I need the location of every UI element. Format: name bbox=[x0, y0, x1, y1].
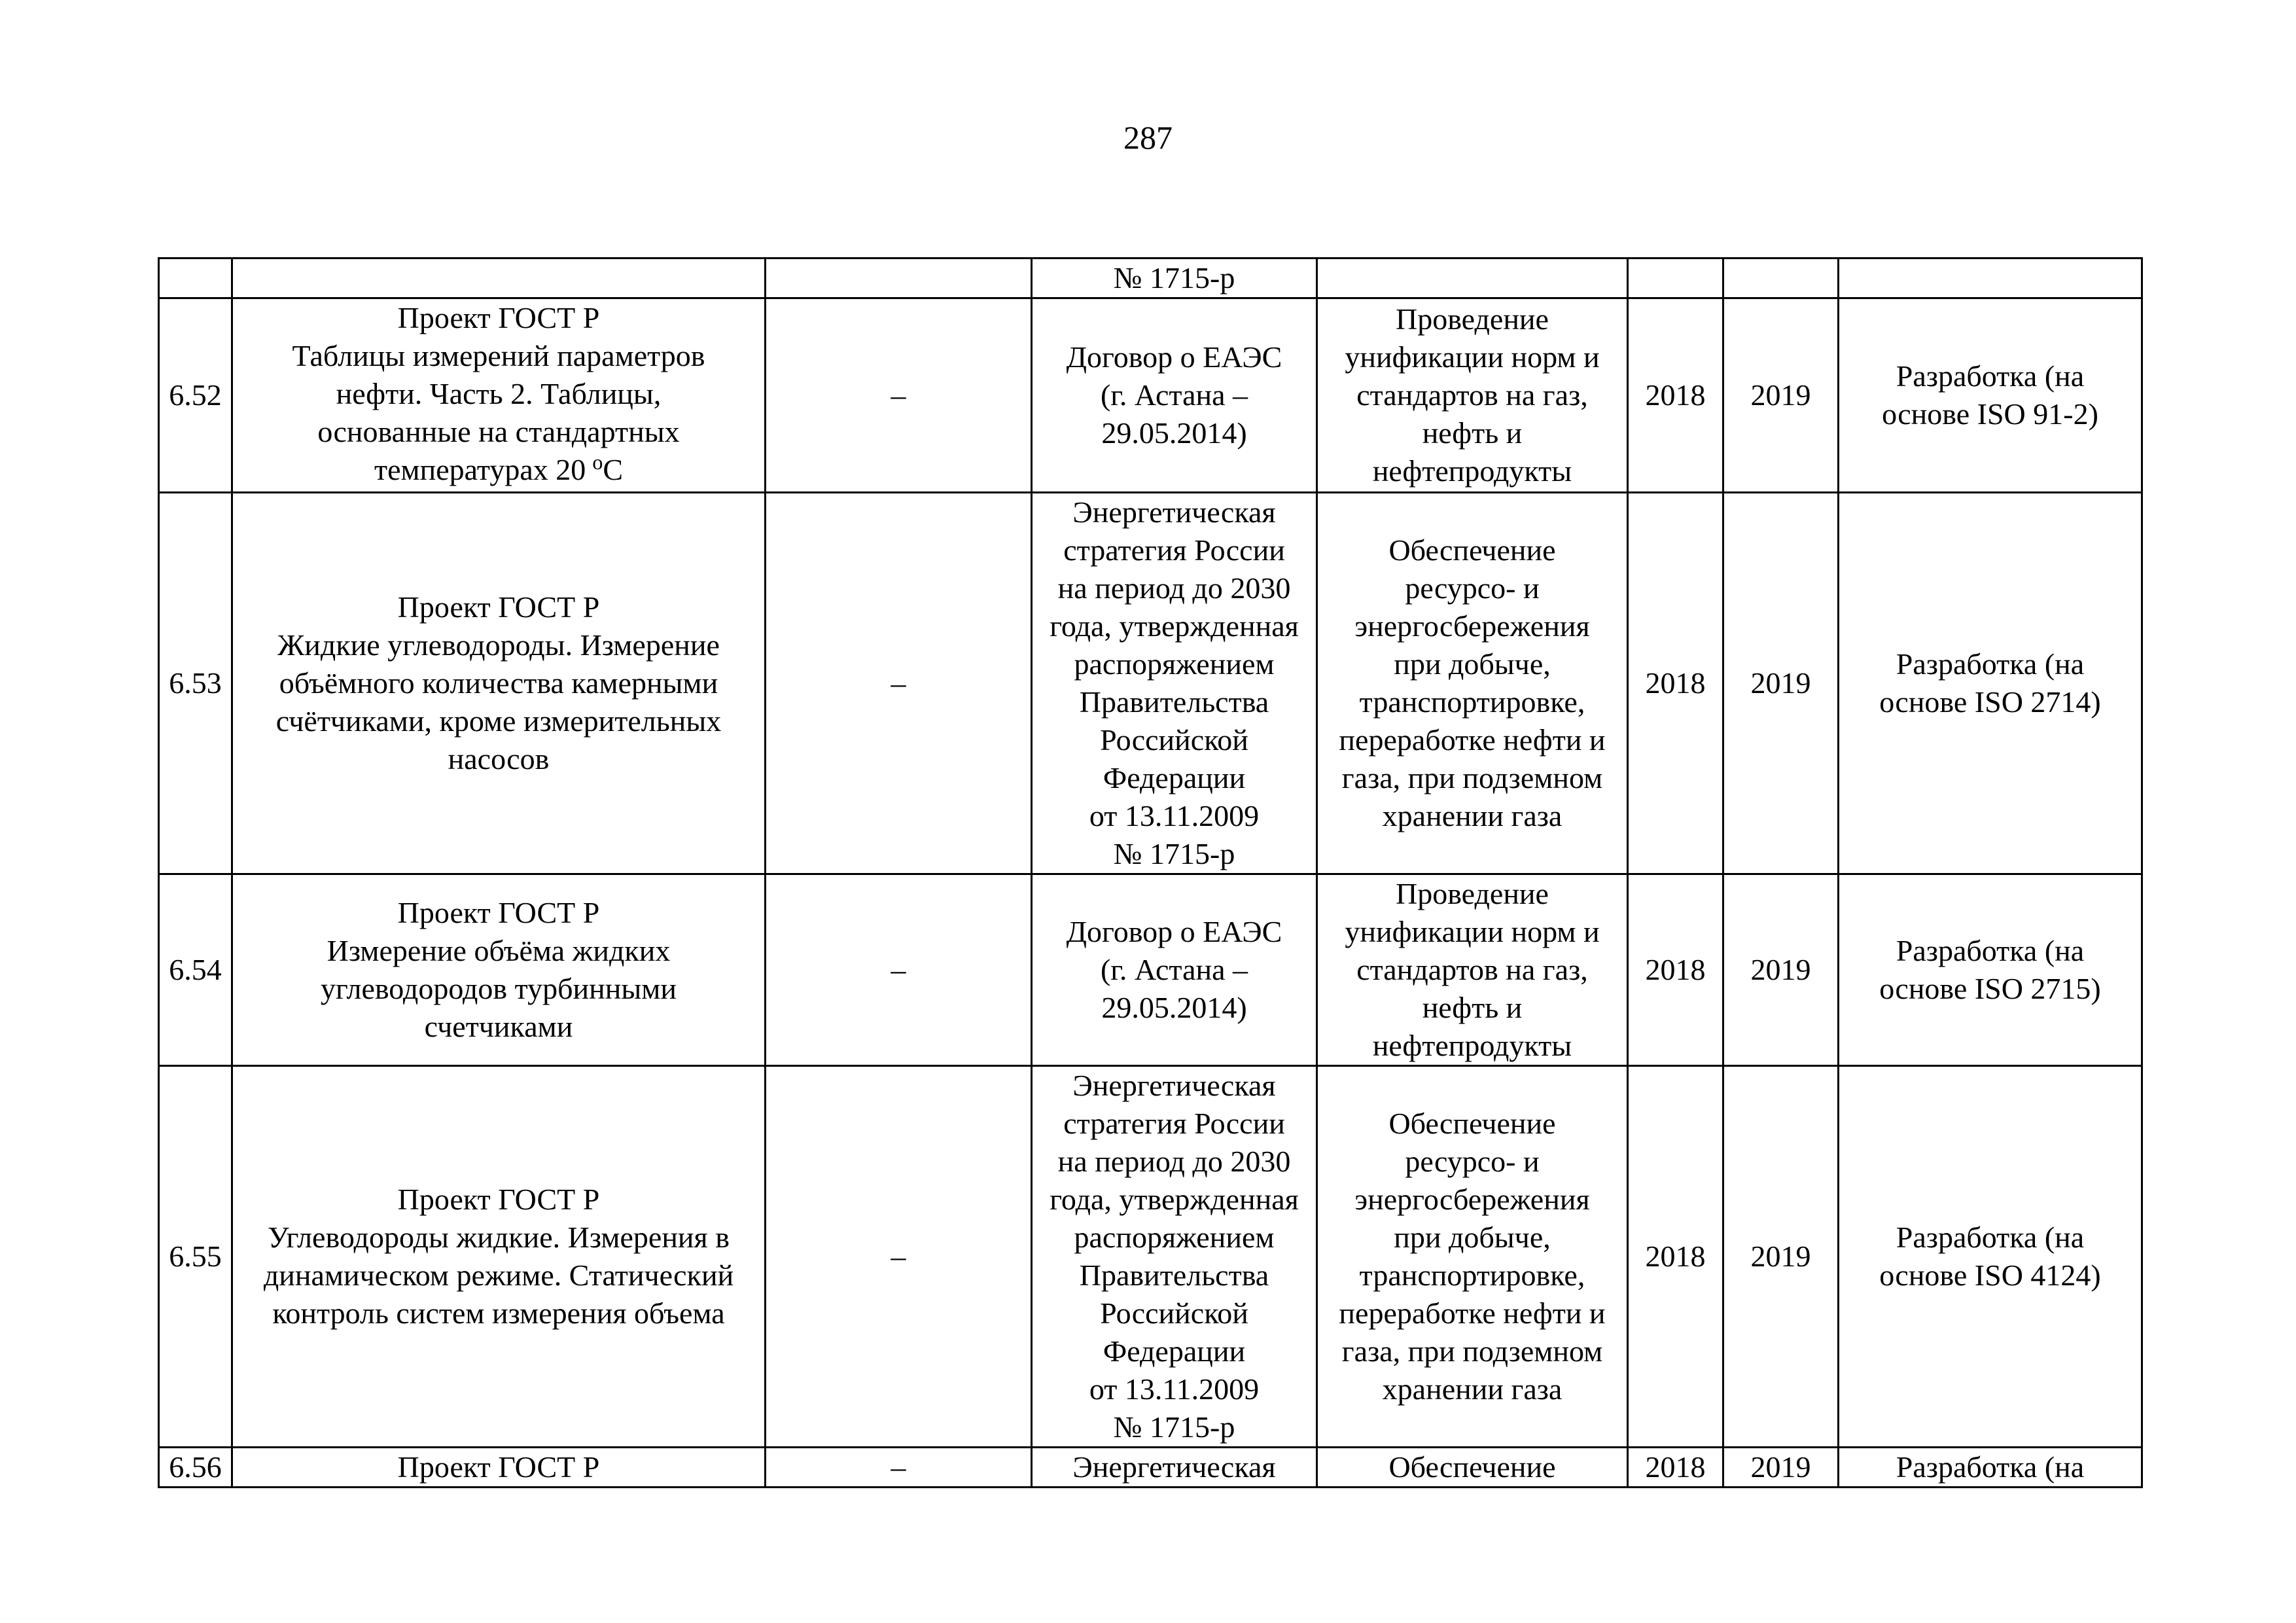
degree-sign: o bbox=[592, 450, 603, 474]
basis-line: года, утвержденная bbox=[1050, 1183, 1299, 1216]
goal-line: при добыче, bbox=[1394, 647, 1551, 681]
basis-line: Энергетическая bbox=[1072, 1069, 1276, 1102]
title-cell bbox=[232, 1066, 766, 1448]
goal-line: стандартов на газ, bbox=[1356, 953, 1588, 986]
note-line: Разработка (на bbox=[1896, 1450, 2085, 1484]
page-number: 287 bbox=[1123, 119, 1173, 156]
goal-cell bbox=[1317, 298, 1628, 493]
basis-line: Российской bbox=[1100, 723, 1248, 757]
goal-cell bbox=[1317, 874, 1628, 1066]
basis-line: распоряжением bbox=[1074, 1221, 1275, 1254]
title-cell bbox=[232, 874, 766, 1066]
table-cell bbox=[1839, 259, 2142, 298]
basis-line: Правительства bbox=[1079, 1258, 1269, 1292]
goal-line: ресурсо- и bbox=[1405, 1145, 1540, 1178]
note-line: Разработка (на bbox=[1896, 647, 2085, 681]
basis-line: (г. Астана – bbox=[1100, 378, 1248, 412]
goal-line: Проведение bbox=[1396, 877, 1549, 910]
goal-cell bbox=[1317, 1066, 1628, 1448]
dash-cell: – bbox=[766, 1448, 1032, 1488]
goal-line: газа, при подземном bbox=[1341, 1334, 1603, 1368]
row-number: 6.55 bbox=[159, 1066, 232, 1448]
title-line: Проект ГОСТ Р bbox=[397, 301, 600, 334]
basis-line: стратегия России bbox=[1063, 1107, 1285, 1140]
title-line: объёмного количества камерными bbox=[279, 666, 718, 700]
goal-line: хранении газа bbox=[1382, 799, 1563, 832]
goal-line: хранении газа bbox=[1382, 1372, 1563, 1406]
table-cell bbox=[766, 259, 1032, 298]
title-line: Жидкие углеводороды. Измерение bbox=[277, 628, 720, 662]
goal-line: переработке нефти и bbox=[1339, 1296, 1606, 1330]
basis-line: на период до 2030 bbox=[1057, 1145, 1291, 1178]
dash-cell: – bbox=[766, 493, 1032, 874]
goal-line: нефть и bbox=[1422, 991, 1523, 1024]
goal-line: транспортировке, bbox=[1359, 1258, 1585, 1292]
title-line: углеводородов турбинными bbox=[320, 972, 677, 1005]
basis-line: Федерации bbox=[1103, 761, 1246, 794]
title-cell bbox=[232, 1448, 766, 1488]
end-year: 2019 bbox=[1723, 1066, 1839, 1448]
basis-cell bbox=[1032, 298, 1317, 493]
start-year: 2018 bbox=[1628, 874, 1723, 1066]
goal-line: нефть и bbox=[1422, 416, 1523, 450]
note-cell bbox=[1839, 298, 2142, 493]
note-line: основе ISO 4124) bbox=[1879, 1258, 2101, 1292]
continuation-row bbox=[159, 259, 2142, 298]
title-line: Углеводороды жидкие. Измерения в bbox=[268, 1221, 730, 1254]
basis-line: Энергетическая bbox=[1072, 495, 1276, 529]
dash-cell: – bbox=[766, 1066, 1032, 1448]
end-year: 2019 bbox=[1723, 1448, 1839, 1488]
note-line: Разработка (на bbox=[1896, 934, 2085, 967]
title-line: Проект ГОСТ Р bbox=[397, 1183, 600, 1216]
title-line: Измерение объёма жидких bbox=[327, 934, 671, 967]
start-year: 2018 bbox=[1628, 1066, 1723, 1448]
basis-cell bbox=[1032, 1448, 1317, 1488]
row-number: 6.56 bbox=[159, 1448, 232, 1488]
table-row bbox=[159, 493, 2142, 874]
basis-line: (г. Астана – bbox=[1100, 953, 1248, 986]
goal-line: при добыче, bbox=[1394, 1221, 1551, 1254]
start-year: 2018 bbox=[1628, 493, 1723, 874]
goal-line: Проведение bbox=[1396, 302, 1549, 336]
row-number: 6.53 bbox=[159, 493, 232, 874]
title-line: основанные на стандартных bbox=[317, 415, 680, 448]
table-cell bbox=[159, 259, 232, 298]
goal-line: энергосбережения bbox=[1354, 1183, 1590, 1216]
basis-cell bbox=[1032, 259, 1317, 298]
goal-line: ресурсо- и bbox=[1405, 571, 1540, 605]
basis-line: от 13.11.2009 bbox=[1089, 799, 1260, 832]
row-number: 6.54 bbox=[159, 874, 232, 1066]
title-line bbox=[236, 451, 762, 491]
standards-table bbox=[158, 257, 2143, 1488]
basis-line: 29.05.2014) bbox=[1101, 991, 1247, 1024]
basis-line: Договор о ЕАЭС bbox=[1066, 915, 1282, 948]
title-line: Таблицы измерений параметров bbox=[292, 339, 705, 372]
goal-line: унификации норм и bbox=[1345, 340, 1600, 374]
title-line: Проект ГОСТ Р bbox=[397, 896, 600, 929]
goal-line: Обеспечение bbox=[1388, 1450, 1556, 1484]
basis-cell bbox=[1032, 1066, 1317, 1448]
title-line: Проект ГОСТ Р bbox=[397, 590, 600, 624]
title-cell bbox=[232, 298, 766, 493]
table-row bbox=[159, 874, 2142, 1066]
goal-line: транспортировке, bbox=[1359, 685, 1585, 719]
note-cell bbox=[1839, 493, 2142, 874]
table-cell bbox=[232, 259, 766, 298]
basis-line: Правительства bbox=[1079, 685, 1269, 719]
basis-line: Федерации bbox=[1103, 1334, 1246, 1368]
end-year: 2019 bbox=[1723, 493, 1839, 874]
note-cell bbox=[1839, 1448, 2142, 1488]
basis-line: Российской bbox=[1100, 1296, 1248, 1330]
note-line: Разработка (на bbox=[1896, 359, 2085, 393]
goal-line: Обеспечение bbox=[1388, 1107, 1556, 1140]
goal-line: переработке нефти и bbox=[1339, 723, 1606, 757]
basis-line: Энергетическая bbox=[1072, 1450, 1276, 1484]
goal-line: унификации норм и bbox=[1345, 915, 1600, 948]
goal-line: Обеспечение bbox=[1388, 533, 1556, 567]
start-year: 2018 bbox=[1628, 1448, 1723, 1488]
basis-cell bbox=[1032, 493, 1317, 874]
table-row bbox=[159, 1066, 2142, 1448]
goal-line: энергосбережения bbox=[1354, 609, 1590, 643]
title-line: Проект ГОСТ Р bbox=[397, 1450, 600, 1484]
basis-line: № 1715-р bbox=[1113, 1410, 1235, 1444]
basis-line: года, утвержденная bbox=[1050, 609, 1299, 643]
end-year: 2019 bbox=[1723, 298, 1839, 493]
basis-line: распоряжением bbox=[1074, 647, 1275, 681]
start-year: 2018 bbox=[1628, 298, 1723, 493]
goal-line: газа, при подземном bbox=[1341, 761, 1603, 794]
title-line: счётчиками, кроме измерительных bbox=[275, 704, 722, 738]
table-cell bbox=[1317, 259, 1628, 298]
note-line: основе ISO 2715) bbox=[1879, 972, 2101, 1005]
basis-line: № 1715-р bbox=[1113, 261, 1235, 294]
title-line: контроль систем измерения объема bbox=[272, 1296, 725, 1330]
dash-cell: – bbox=[766, 874, 1032, 1066]
basis-line: № 1715-р bbox=[1113, 837, 1235, 870]
table-cell bbox=[1628, 259, 1723, 298]
unit-text: C bbox=[603, 453, 623, 486]
title-text: температурах 20 bbox=[374, 453, 586, 486]
row-number: 6.52 bbox=[159, 298, 232, 493]
table-row bbox=[159, 298, 2142, 493]
note-line: основе ISO 2714) bbox=[1879, 685, 2101, 719]
basis-line: от 13.11.2009 bbox=[1089, 1372, 1260, 1406]
title-cell bbox=[232, 493, 766, 874]
end-year: 2019 bbox=[1723, 874, 1839, 1066]
basis-line: 29.05.2014) bbox=[1101, 416, 1247, 450]
goal-line: нефтепродукты bbox=[1372, 454, 1572, 488]
note-line: Разработка (на bbox=[1896, 1221, 2085, 1254]
goal-line: стандартов на газ, bbox=[1356, 378, 1588, 412]
basis-cell bbox=[1032, 874, 1317, 1066]
note-line: основе ISO 91-2) bbox=[1882, 397, 2098, 431]
basis-line: стратегия России bbox=[1063, 533, 1285, 567]
title-line: динамическом режиме. Статический bbox=[263, 1258, 734, 1292]
title-line: насосов bbox=[448, 742, 550, 776]
table-row bbox=[159, 1448, 2142, 1488]
goal-cell bbox=[1317, 1448, 1628, 1488]
note-cell bbox=[1839, 1066, 2142, 1448]
table-cell bbox=[1723, 259, 1839, 298]
title-line: нефти. Часть 2. Таблицы, bbox=[336, 377, 662, 410]
basis-line: Договор о ЕАЭС bbox=[1066, 340, 1282, 374]
dash-cell: – bbox=[766, 298, 1032, 493]
basis-line: на период до 2030 bbox=[1057, 571, 1291, 605]
goal-line: нефтепродукты bbox=[1372, 1029, 1572, 1062]
title-line: счетчиками bbox=[424, 1010, 573, 1043]
goal-cell bbox=[1317, 493, 1628, 874]
note-cell bbox=[1839, 874, 2142, 1066]
